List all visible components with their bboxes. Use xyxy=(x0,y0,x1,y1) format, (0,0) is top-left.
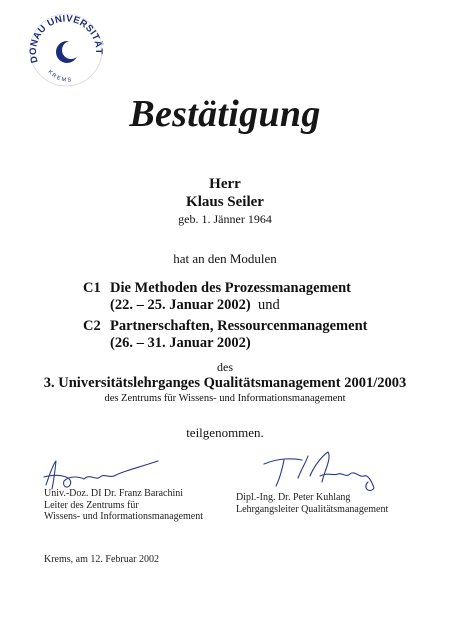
module-dates: (22. – 25. Januar 2002) xyxy=(110,297,251,313)
intro-text: hat an den Modulen xyxy=(173,251,277,266)
des-text: des xyxy=(217,360,233,374)
donau-universitaet-logo xyxy=(26,10,106,90)
document-title: Bestätigung xyxy=(129,93,321,135)
module-code: C1 xyxy=(83,280,101,296)
birth-date: geb. 1. Jänner 1964 xyxy=(178,212,272,226)
signatory-role-cont: Wissens- und Informationsmanagement xyxy=(44,511,204,522)
module-name: Partnerschaften, Ressourcenmanagement xyxy=(110,318,368,334)
logo-arc-text: DONAU UNIVERSITÄT xyxy=(28,13,105,65)
module-dates: (26. – 31. Januar 2002) xyxy=(110,335,251,351)
course-title: 3. Universitätslehrganges Qualitätsmanagement 2001/2003 xyxy=(43,375,407,391)
module-name: Die Methoden des Prozessmanagement xyxy=(110,280,351,296)
module-code: C2 xyxy=(83,318,101,334)
salutation: Herr xyxy=(209,176,241,192)
logo-arc-bottom-text: KREMS xyxy=(46,69,74,84)
signatory-role: Lehrgangsleiter Qualitätsmanagement xyxy=(236,503,389,515)
place-date: Krems, am 12. Februar 2002 xyxy=(44,554,159,565)
signatory-role: Leiter des Zentrums für xyxy=(44,499,139,511)
course-subtitle: des Zentrums für Wissens- und Informationsmanagement xyxy=(104,393,346,404)
module-connector: und xyxy=(257,297,280,313)
module-c2 xyxy=(83,318,367,352)
closing-text: teilgenommen. xyxy=(186,425,264,440)
signatory-name: Univ.-Doz. DI Dr. Franz Barachini xyxy=(44,488,184,499)
signatory-left xyxy=(44,488,203,523)
signatory-name: Dipl.-Ing. Dr. Peter Kuhlang xyxy=(236,492,351,503)
svg-text:KREMS xyxy=(46,69,73,83)
recipient-name: Klaus Seiler xyxy=(186,194,264,210)
signature-kuhlang xyxy=(258,448,388,498)
module-c1 xyxy=(83,280,351,314)
signatory-right xyxy=(236,492,388,515)
